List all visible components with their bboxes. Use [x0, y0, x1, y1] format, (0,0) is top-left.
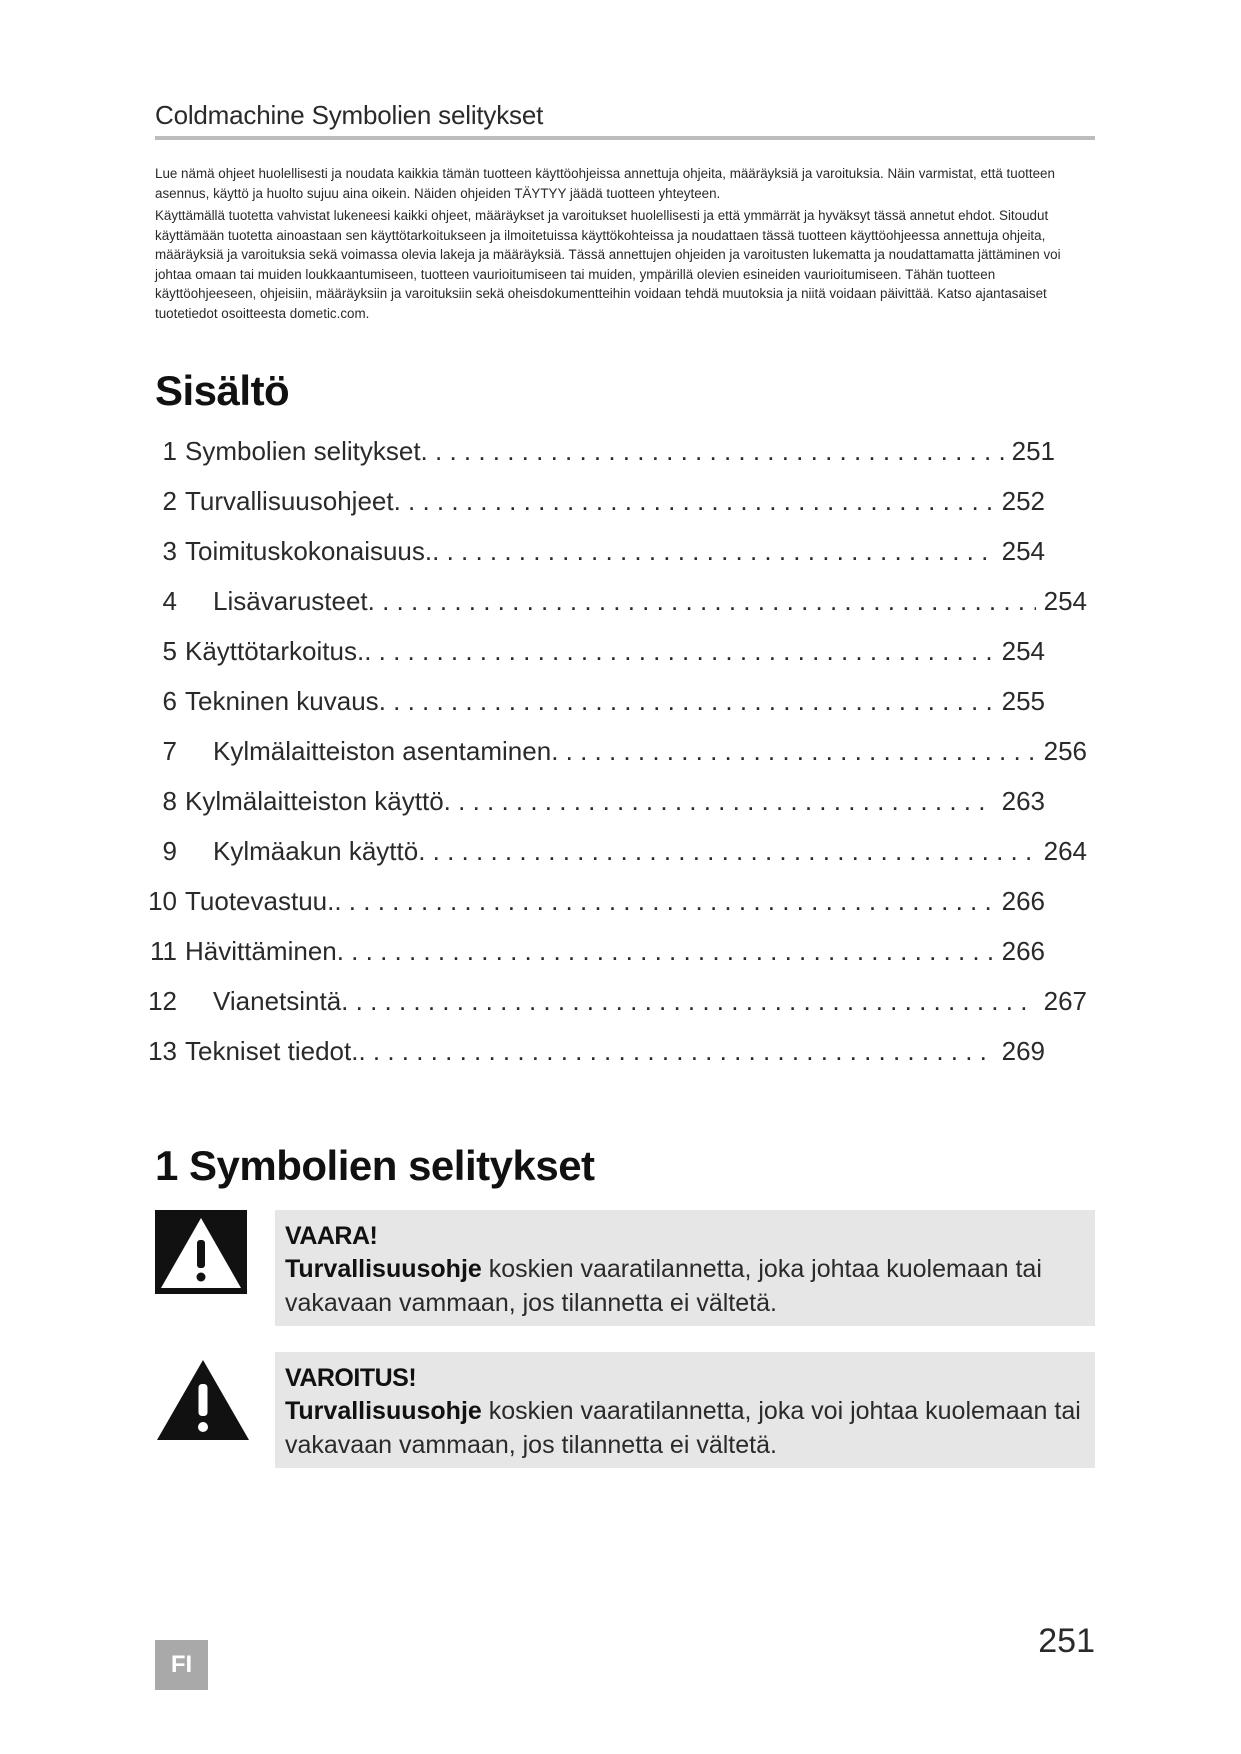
toc-entry-number: 6: [162, 686, 177, 716]
toc-entry-label: Hävittäminen: [185, 936, 337, 966]
toc-leader-dots: [444, 786, 994, 817]
toc-entry-page: 256: [1043, 736, 1087, 766]
toc-entry-page: 255: [1001, 686, 1045, 716]
toc-entry-number: 1: [162, 436, 177, 466]
danger-description: koskien vaaratilannetta, joka johtaa kuolemaan tai vakavaan vammaan, jos tilannetta ei vältetä.: [285, 1255, 1042, 1317]
toc-entry[interactable]: [155, 636, 1045, 676]
toc-entry-label: Tekninen kuvaus: [185, 686, 379, 716]
toc-entry[interactable]: [155, 586, 1087, 626]
danger-heading: VAARA!: [285, 1222, 378, 1250]
language-badge: FI: [155, 1640, 208, 1690]
safety-label: Turvallisuusohje: [285, 1255, 482, 1283]
warning-text: [285, 1394, 1085, 1462]
warning-description: koskien vaaratilannetta, joka voi johtaa kuolemaan tai vakavaan vammaan, jos tilannetta ei vältetä.: [285, 1397, 1081, 1459]
danger-notice-box: [275, 1210, 1095, 1326]
toc-leader-dots: [358, 1036, 993, 1067]
toc-entry[interactable]: [143, 886, 1045, 926]
toc-entry-page: 254: [1043, 586, 1087, 616]
warning-notice: [155, 1352, 1095, 1472]
toc-entry-number: 4: [162, 586, 177, 616]
toc-entry[interactable]: [155, 736, 1087, 776]
toc-entry-number: 9: [162, 836, 177, 866]
toc-entry[interactable]: [155, 436, 1055, 476]
toc-heading: Sisältö: [155, 367, 290, 414]
intro-text: [155, 164, 1095, 326]
warning-triangle-icon: [155, 1358, 251, 1447]
toc-entry-number: 13: [148, 1036, 177, 1066]
toc-entry-page: 266: [1001, 936, 1045, 966]
toc-entry-number: 3: [162, 536, 177, 566]
toc-entry-label: Vianetsintä: [213, 986, 342, 1016]
toc-entry-number: 2: [162, 486, 177, 516]
toc-entry[interactable]: [155, 836, 1087, 876]
toc-entry-label: Kylmälaitteiston käyttö: [185, 786, 444, 816]
toc-entry-page: 251: [1011, 436, 1055, 466]
toc-entry-page: 254: [1001, 536, 1045, 566]
toc-entry-number: 11: [150, 936, 177, 966]
toc-entry-page: 252: [1001, 486, 1045, 516]
toc-entry-page: 269: [1001, 1036, 1045, 1066]
toc-leader-dots: [394, 486, 994, 517]
toc-leader-dots: [418, 836, 1035, 867]
toc-entry[interactable]: [155, 686, 1045, 726]
toc-leader-dots: [364, 636, 993, 667]
toc-leader-dots: [337, 936, 994, 967]
danger-warning-icon: [155, 1210, 247, 1299]
toc-entry-label: Tuotevastuu.: [185, 886, 335, 916]
danger-text: [285, 1252, 1085, 1320]
toc-entry-page: 254: [1001, 636, 1045, 666]
toc-entry-label: Kylmäakun käyttö: [213, 836, 419, 866]
toc-leader-dots: [432, 536, 993, 567]
toc-leader-dots: [379, 686, 994, 717]
warning-heading: VAROITUS!: [285, 1364, 417, 1392]
toc-entry-page: 267: [1043, 986, 1087, 1016]
header-divider: [155, 136, 1095, 140]
section-heading: 1 Symbolien selitykset: [155, 1142, 595, 1189]
intro-paragraph: Lue nämä ohjeet huolellisesti ja noudata kaikkia tämän tuotteen käyttöohjeissa annettuja ohjeita, määräyksiä ja varoituksia. Näin varmistat, että tuotteen asennus, käyttö ja huolto sujuu aina oikein. Näiden ohjeiden TÄYTYY jäädä tuotteen yhteyteen.: [155, 166, 1055, 201]
toc-entry[interactable]: [155, 536, 1045, 576]
toc-entry[interactable]: [143, 1036, 1045, 1076]
safety-label: Turvallisuusohje: [285, 1397, 482, 1425]
toc-entry-number: 10: [148, 886, 177, 916]
toc-entry-number: 12: [148, 986, 177, 1016]
toc-entry-page: 264: [1043, 836, 1087, 866]
toc-entry-label: Lisävarusteet: [213, 586, 368, 616]
toc-entry-label: Toimituskokonaisuus.: [185, 536, 433, 566]
toc-leader-dots: [334, 886, 993, 917]
toc-entry[interactable]: [155, 486, 1045, 526]
page-number: 251: [1038, 1622, 1095, 1660]
toc-entry-page: 266: [1001, 886, 1045, 916]
intro-paragraph: Käyttämällä tuotetta vahvistat lukeneesi kaikki ohjeet, määräykset ja varoitukset huolellisesti ja että ymmärrät ja hyväksyt tässä annetut ehdot. Sitoudut käyttämään tuotetta ainoastaan sen käyttötarkoitukseen ja ilmoitetuissa käyttökohteissa ja noudattaen tässä tuotteen käyttöohjeessa annettuja ohjeita, määräyksiä ja varoituksia sekä voimassa olevia lakeja ja määräyksiä. Tässä annettujen ohjeiden ja varoitusten lukematta ja noudattamatta jättäminen voi johtaa omaan tai muiden loukkaantumiseen, tuotteen vaurioitumiseen tai muiden, ympärillä olevien esineiden vaurioitumiseen. Tähän tuotteen käyttöohjeeseen, ohjeisiin, määräyksiin ja varoituksiin sekä oheisdokumentteihin voidaan tehdä muutoksia ja niitä voidaan päivittää. Katso ajantasaiset tuotetiedot osoitteesta dometic.com.: [155, 208, 1061, 321]
warning-notice-box: [275, 1352, 1095, 1468]
toc-entry-label: Symbolien selitykset: [185, 436, 421, 466]
toc-leader-dots: [368, 586, 1036, 617]
page-header-title: Coldmachine Symbolien selitykset: [155, 100, 544, 130]
danger-notice: [155, 1210, 1095, 1330]
toc-entry-number: 7: [162, 736, 177, 766]
toc-entry-page: 263: [1001, 786, 1045, 816]
toc-leader-dots: [341, 986, 1035, 1017]
toc-entry-number: 5: [162, 636, 177, 666]
toc-entry-label: Kylmälaitteiston asentaminen: [213, 736, 552, 766]
toc-entry[interactable]: [143, 936, 1045, 976]
toc-entry-label: Tekniset tiedot.: [185, 1036, 359, 1066]
toc-entry-label: Turvallisuusohjeet: [185, 486, 394, 516]
toc-leader-dots: [421, 436, 1004, 467]
toc-entry[interactable]: [143, 986, 1087, 1026]
toc-entry-label: Käyttötarkoitus.: [185, 636, 365, 666]
toc-leader-dots: [551, 736, 1035, 767]
toc-entry[interactable]: [155, 786, 1045, 826]
toc-entry-number: 8: [162, 786, 177, 816]
